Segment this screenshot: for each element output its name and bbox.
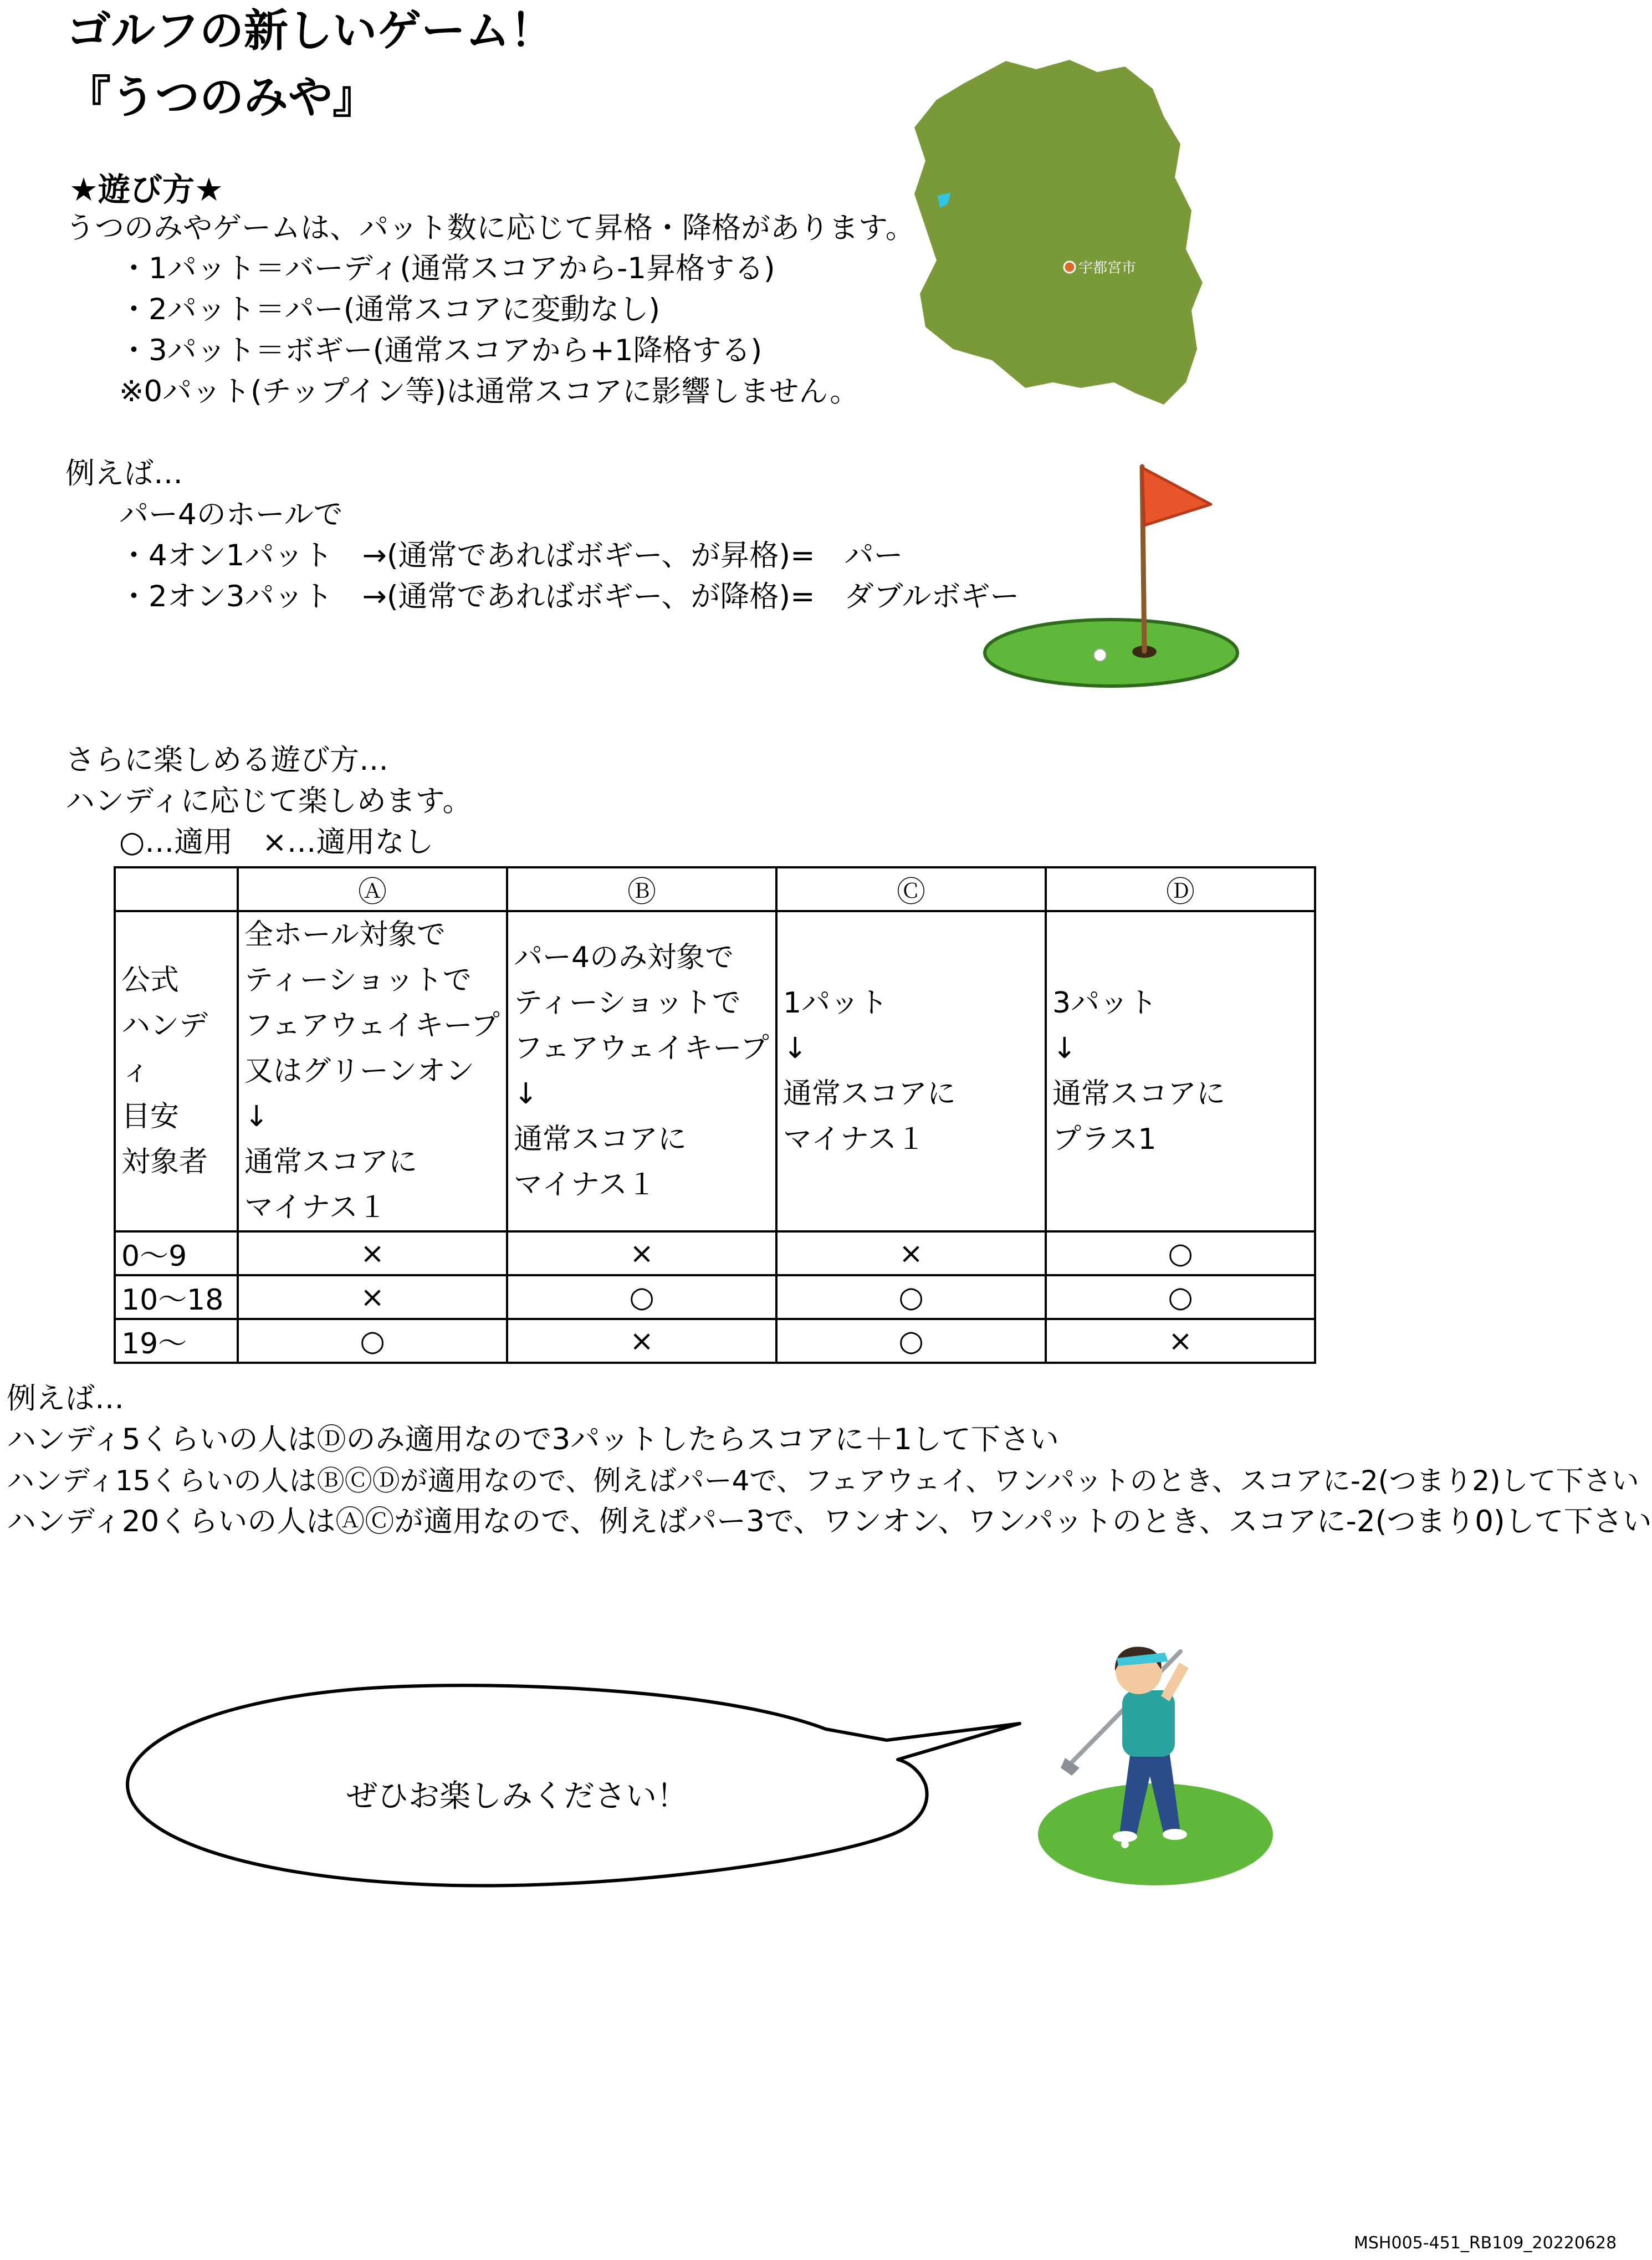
row-header-line: 目安 bbox=[121, 1100, 180, 1133]
value-cell: ○ bbox=[1046, 1231, 1315, 1275]
handicap-range-cell: 10～18 bbox=[115, 1275, 238, 1319]
city-marker-icon bbox=[1064, 262, 1075, 273]
condition-line: ティーショットで bbox=[244, 964, 472, 997]
example1-line1: ・4オン1パット →(通常であればボギー、が昇格)= パー bbox=[119, 539, 903, 572]
handicap-table bbox=[114, 866, 1316, 1364]
condition-line: 通常スコアに bbox=[514, 1123, 687, 1156]
putting-green-illustration bbox=[978, 460, 1244, 693]
value-cell: ○ bbox=[507, 1275, 776, 1319]
value-cell: ○ bbox=[238, 1319, 507, 1363]
map-illustration bbox=[903, 50, 1214, 410]
condition-line: 通常スコアに bbox=[1052, 1077, 1226, 1111]
condition-line: フェアウェイキープ bbox=[244, 1009, 500, 1042]
condition-line: 1パット bbox=[783, 986, 888, 1020]
title-line2: 『うつのみや』 bbox=[67, 71, 377, 123]
golfer-shoe bbox=[1163, 1829, 1187, 1840]
example2-line2: ハンディ15くらいの人はⒷⒸⒹが適用なので、例えばパー4で、フェアウェイ、ワンパットのとき、スコアに-2(つまり2)して下さい bbox=[7, 1465, 1639, 1497]
value-cell: ○ bbox=[1046, 1275, 1315, 1319]
value-cell: × bbox=[507, 1319, 776, 1363]
golfer-shirt bbox=[1122, 1690, 1175, 1757]
howto-intro: うつのみやゲームは、パット数に応じて昇格・降格があります。 bbox=[65, 211, 915, 245]
condition-line: パー4のみ対象で bbox=[514, 941, 734, 974]
flag-icon bbox=[1142, 468, 1211, 525]
table-header-row bbox=[115, 867, 1315, 911]
footer-code: MSH005-451_RB109_20220628 bbox=[1354, 2233, 1617, 2253]
rule-1: ・1パット＝バーディ(通常スコアから-1昇格する) bbox=[119, 252, 775, 285]
rule-2: ・2パット＝パー(通常スコアに変動なし) bbox=[119, 293, 661, 326]
table-condition-row bbox=[115, 911, 1315, 1231]
value-cell: × bbox=[776, 1231, 1046, 1275]
condition-line: ↓ bbox=[514, 1077, 538, 1111]
title-line1: ゴルフの新しいゲーム！ bbox=[67, 5, 554, 57]
condition-line: 通常スコアに bbox=[244, 1146, 418, 1179]
speech-bubble-text: ぜひお楽しみください！ bbox=[346, 1778, 688, 1814]
example2-heading: 例えば… bbox=[7, 1382, 124, 1415]
condition-line: ティーショットで bbox=[514, 986, 741, 1020]
condition-line: ↓ bbox=[783, 1032, 807, 1065]
golfer-illustration bbox=[1036, 1618, 1280, 1890]
condition-line: 全ホール対象で bbox=[244, 918, 446, 952]
howto-heading: ★遊び方★ bbox=[69, 171, 223, 208]
example1-line2: ・2オン3パット →(通常であればボギー、が降格)= ダブルボギー bbox=[119, 580, 1020, 613]
condition-cell-a bbox=[238, 911, 507, 1231]
row-header-line: 対象者 bbox=[121, 1146, 208, 1179]
green-shape bbox=[985, 620, 1237, 686]
condition-cell-d bbox=[1046, 911, 1315, 1231]
condition-line: フェアウェイキープ bbox=[514, 1032, 769, 1065]
value-cell: × bbox=[1046, 1319, 1315, 1363]
table-row bbox=[115, 1231, 1315, 1275]
example1-context: パー4のホールで bbox=[119, 498, 343, 531]
condition-line: 又はグリーンオン bbox=[244, 1055, 474, 1088]
handicap-range-cell: 19～ bbox=[115, 1319, 238, 1363]
map-land bbox=[914, 60, 1203, 405]
golf-ball-icon bbox=[1121, 1840, 1129, 1848]
column-header-a: Ⓐ bbox=[238, 867, 507, 911]
condition-line: 3パット bbox=[1052, 986, 1158, 1020]
row-header-line: ハンディ bbox=[121, 1009, 208, 1088]
table-row bbox=[115, 1319, 1315, 1363]
column-header-b: Ⓑ bbox=[507, 867, 776, 911]
example2-line1: ハンディ5くらいの人はⒹのみ適用なので3パットしたらスコアに＋1して下さい bbox=[7, 1423, 1059, 1456]
value-cell: × bbox=[238, 1275, 507, 1319]
handicap-range-cell: 0～9 bbox=[115, 1231, 238, 1275]
condition-line: マイナス１ bbox=[244, 1191, 387, 1224]
condition-line: ↓ bbox=[1052, 1032, 1077, 1065]
club-head-icon bbox=[1061, 1758, 1080, 1776]
golf-ball-icon bbox=[1094, 649, 1106, 661]
row-header-line: 公式 bbox=[121, 964, 180, 997]
condition-line: 通常スコアに bbox=[783, 1077, 957, 1111]
map-city-label: 宇都宮市 bbox=[1078, 260, 1137, 277]
rule-note: ※0パット(チップイン等)は通常スコアに影響しません。 bbox=[119, 375, 860, 408]
table-row bbox=[115, 1275, 1315, 1319]
row-header-cell bbox=[115, 911, 238, 1231]
extra-line2: ハンディに応じて楽しめます。 bbox=[65, 784, 472, 818]
extra-line1: さらに楽しめる遊び方… bbox=[65, 743, 388, 777]
condition-cell-c bbox=[776, 911, 1046, 1231]
speech-bubble bbox=[111, 1674, 1031, 1906]
condition-line: プラス1 bbox=[1052, 1123, 1157, 1156]
value-cell: × bbox=[238, 1231, 507, 1275]
table-corner-cell bbox=[115, 867, 238, 911]
value-cell: ○ bbox=[776, 1275, 1046, 1319]
example1-heading: 例えば… bbox=[65, 457, 183, 490]
condition-line: ↓ bbox=[244, 1100, 269, 1133]
column-header-d: Ⓓ bbox=[1046, 867, 1315, 911]
value-cell: × bbox=[507, 1231, 776, 1275]
rule-3: ・3パット＝ボギー(通常スコアから+1降格する) bbox=[119, 334, 763, 367]
legend: ○…適用 ×…適用なし bbox=[119, 825, 434, 859]
example2-line3: ハンディ20くらいの人はⒶⒸが適用なので、例えばパー3で、ワンオン、ワンパットのとき、スコアに-2(つまり0)して下さい bbox=[7, 1505, 1652, 1538]
value-cell: ○ bbox=[776, 1319, 1046, 1363]
condition-line: マイナス１ bbox=[783, 1123, 925, 1156]
condition-cell-b bbox=[507, 911, 776, 1231]
column-header-c: Ⓒ bbox=[776, 867, 1046, 911]
condition-line: マイナス１ bbox=[514, 1168, 656, 1201]
